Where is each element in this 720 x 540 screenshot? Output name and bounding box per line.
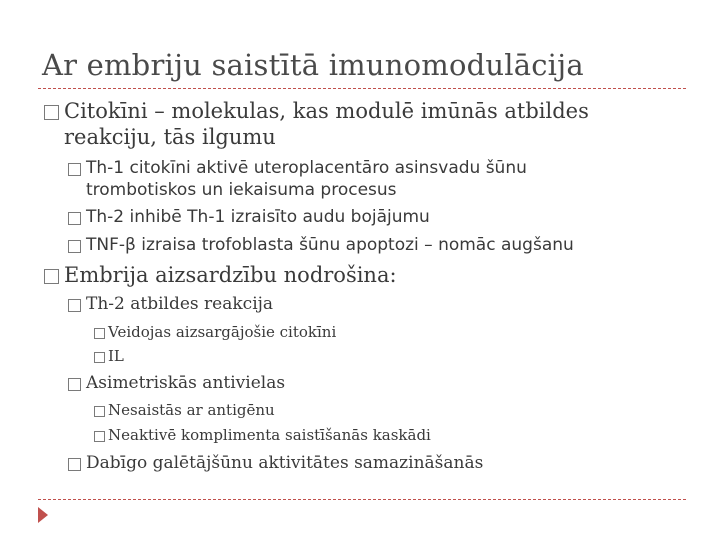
bullet-text: Th-2 inhibē Th-1 izraisīto audu bojājumu — [86, 207, 430, 227]
bullet-th1 — [86, 158, 527, 178]
square-bullet-icon — [94, 431, 105, 442]
title-divider — [38, 88, 686, 89]
square-bullet-icon — [68, 212, 81, 225]
square-bullet-icon — [44, 269, 59, 284]
bullet-th1-cont: trombotiskos un iekaisuma procesus — [86, 180, 397, 200]
slide-title: Ar embriju saistītā imunomodulācija — [42, 48, 584, 82]
square-bullet-icon — [68, 378, 81, 391]
square-bullet-icon — [94, 328, 105, 339]
square-bullet-icon — [44, 105, 59, 120]
bullet-th2-reakcija — [86, 294, 273, 314]
bullet-text: TNF-β izraisa trofoblasta šūnu apoptozi – nomāc augšanu — [86, 235, 574, 255]
bullet-text: Citokīni – molekulas, kas modulē imūnās atbildes — [64, 99, 589, 123]
bullet-il — [108, 347, 124, 365]
square-bullet-icon — [68, 458, 81, 471]
bullet-th2-inhibe — [86, 207, 430, 227]
square-bullet-icon — [68, 299, 81, 312]
bullet-neaktive — [108, 426, 431, 444]
square-bullet-icon — [94, 352, 105, 363]
bullet-text: Neaktivē komplimenta saistīšanās kaskādi — [108, 426, 431, 444]
bullet-antivielas — [86, 373, 285, 393]
bullet-text: Dabīgo galētājšūnu aktivitātes samazināšanās — [86, 453, 484, 473]
bullet-tnf — [86, 235, 574, 255]
bullet-text: Embrija aizsardzību nodrošina: — [64, 263, 397, 287]
bullet-text: Th-2 atbildes reakcija — [86, 294, 274, 314]
bullet-text: IL — [108, 347, 124, 365]
footer-divider — [38, 499, 686, 500]
square-bullet-icon — [68, 163, 81, 176]
bullet-text: Nesaistās ar antigēnu — [108, 401, 275, 419]
play-arrow-icon[interactable] — [36, 505, 50, 525]
square-bullet-icon — [94, 406, 105, 417]
bullet-text: Asimetriskās antivielas — [86, 373, 286, 393]
bullet-nesaistas — [108, 401, 275, 419]
bullet-embrija — [64, 263, 397, 287]
bullet-galetajsunu — [86, 453, 483, 473]
square-bullet-icon — [68, 240, 81, 253]
bullet-citokini-aizsarg — [108, 323, 336, 341]
bullet-text: Th-1 citokīni aktivē uteroplacentāro asinsvadu šūnu — [86, 158, 527, 178]
bullet-text: Veidojas aizsargājošie citokīni — [108, 323, 337, 341]
bullet-citokini — [64, 99, 589, 123]
bullet-citokini-cont: reakciju, tās ilgumu — [64, 125, 276, 149]
